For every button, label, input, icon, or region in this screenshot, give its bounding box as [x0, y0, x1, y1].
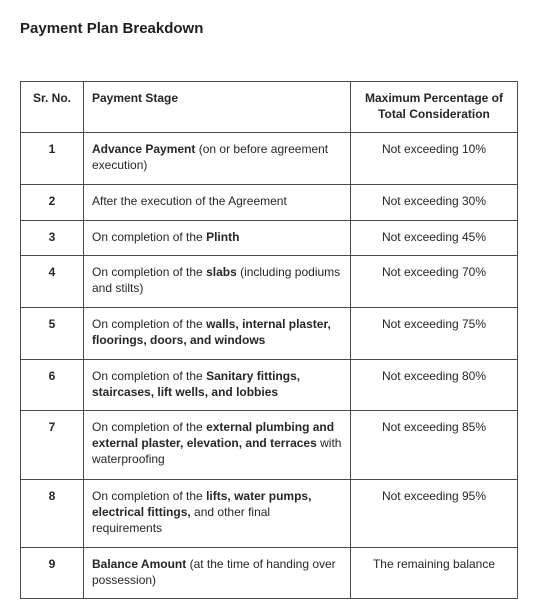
stage-text-bold: external plumbing and external plaster, elevation, and terraces	[92, 420, 335, 450]
stage-text-bold: Balance Amount	[92, 557, 187, 571]
payment-stage-cell	[84, 221, 351, 256]
max-percentage-cell: The remaining balance	[351, 548, 518, 599]
serial-number-cell: 2	[21, 185, 84, 221]
stage-text: On completion of the	[92, 489, 207, 503]
stage-text-bold: walls, internal plaster, floorings, doors, and windows	[92, 317, 331, 347]
serial-number-cell: 6	[21, 360, 84, 411]
serial-number-cell: 9	[21, 548, 84, 599]
table-row	[21, 548, 518, 599]
stage-text: and other final requirements	[92, 505, 271, 535]
stage-text: On completion of the	[92, 369, 207, 383]
stage-text-bold: Advance Payment	[92, 142, 196, 156]
serial-number-cell: 1	[21, 133, 84, 185]
payment-stage-cell	[84, 308, 351, 360]
stage-text: (at the time of handing over possession)	[92, 557, 336, 587]
payment-stage-cell	[84, 411, 351, 480]
table-row	[21, 308, 518, 360]
stage-text-bold: lifts, water pumps, electrical fittings,	[92, 489, 312, 519]
stage-text-bold: slabs	[206, 265, 237, 279]
stage-text-bold: Sanitary fittings, staircases, lift wells, and lobbies	[92, 369, 301, 399]
stage-text: On completion of the	[92, 317, 207, 331]
table-row	[21, 256, 518, 308]
header-payment-stage: Payment Stage	[84, 82, 351, 133]
stage-text: (including podiums and stilts)	[92, 265, 341, 295]
serial-number-cell: 5	[21, 308, 84, 360]
header-sr-no: Sr. No.	[21, 82, 84, 133]
table-row	[21, 185, 518, 221]
max-percentage-cell: Not exceeding 30%	[351, 185, 518, 221]
max-percentage-cell: Not exceeding 80%	[351, 360, 518, 411]
payment-stage-cell	[84, 360, 351, 411]
stage-text: with waterproofing	[92, 436, 342, 466]
stage-text: After the execution of the Agreement	[92, 194, 287, 208]
serial-number-cell: 3	[21, 221, 84, 256]
table-row	[21, 411, 518, 480]
max-percentage-cell: Not exceeding 85%	[351, 411, 518, 480]
payment-stage-cell	[84, 548, 351, 599]
stage-text-bold: Plinth	[206, 230, 240, 244]
stage-text: On completion of the	[92, 420, 207, 434]
table-row	[21, 133, 518, 185]
max-percentage-cell: Not exceeding 70%	[351, 256, 518, 308]
stage-text: (on or before agreement execution)	[92, 142, 329, 172]
max-percentage-cell: Not exceeding 75%	[351, 308, 518, 360]
header-max-percentage: Maximum Percentage of Total Consideration	[351, 82, 518, 133]
serial-number-cell: 7	[21, 411, 84, 480]
serial-number-cell: 4	[21, 256, 84, 308]
payment-plan-table	[20, 81, 518, 599]
table-row	[21, 221, 518, 256]
stage-text: On completion of the	[92, 230, 207, 244]
table-header-row	[21, 82, 518, 133]
stage-text: On completion of the	[92, 265, 207, 279]
serial-number-cell: 8	[21, 480, 84, 548]
max-percentage-cell: Not exceeding 45%	[351, 221, 518, 256]
payment-stage-cell	[84, 480, 351, 548]
payment-stage-cell	[84, 133, 351, 185]
max-percentage-cell: Not exceeding 10%	[351, 133, 518, 185]
table-body	[21, 133, 518, 599]
max-percentage-cell: Not exceeding 95%	[351, 480, 518, 548]
payment-stage-cell	[84, 256, 351, 308]
payment-stage-cell	[84, 185, 351, 221]
page-title: Payment Plan Breakdown	[20, 20, 204, 37]
table-row	[21, 360, 518, 411]
table-row	[21, 480, 518, 548]
